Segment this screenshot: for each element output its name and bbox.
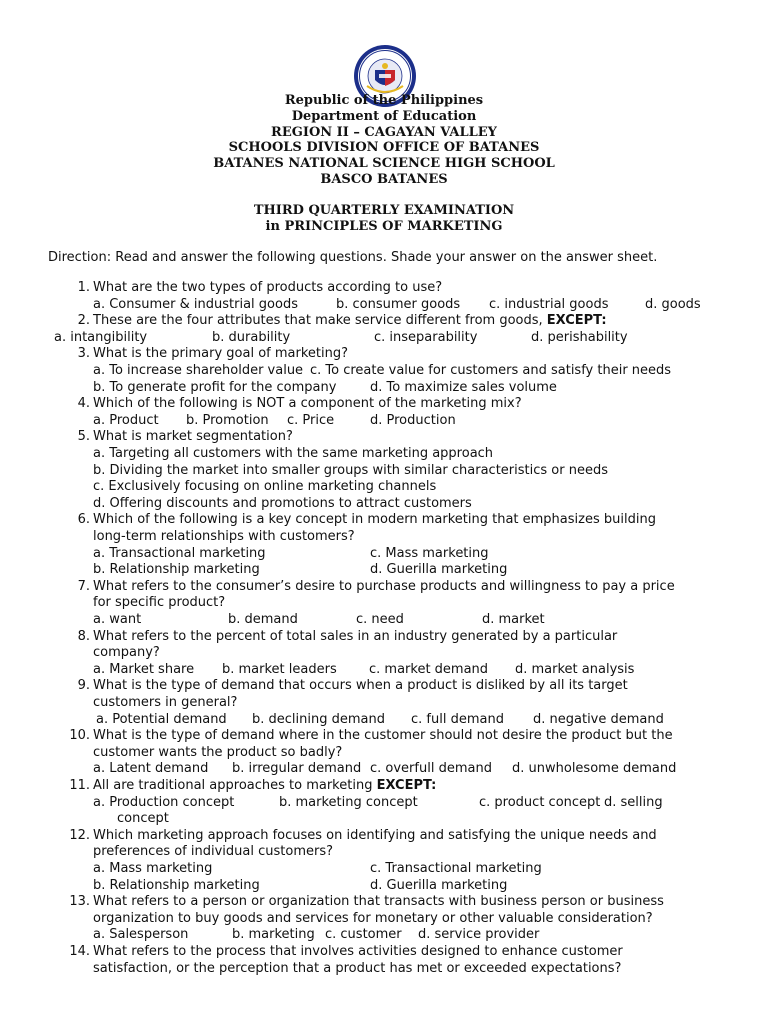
question-text: What is market segmentation? xyxy=(93,429,293,445)
question-text: These are the four attributes that make service different from goods, EXCEPT: xyxy=(93,313,607,329)
answer-option: a. intangibility xyxy=(54,329,148,345)
answer-option: a. Consumer & industrial goods xyxy=(93,296,298,312)
answer-option: b. Relationship marketing xyxy=(93,877,260,893)
answer-option: d. goods xyxy=(645,296,701,312)
header-republic: Republic of the Philippines xyxy=(284,93,484,108)
question-text: What refers to the percent of total sales in an industry generated by a particular xyxy=(93,628,618,644)
exam-subject: in PRINCIPLES OF MARKETING xyxy=(265,219,503,234)
answer-option: a. Market share xyxy=(93,661,195,677)
answer-option: concept xyxy=(117,811,169,827)
answer-option: b. consumer goods xyxy=(336,296,461,312)
answer-option: d. market analysis xyxy=(515,661,635,677)
question-number: 6. xyxy=(77,512,90,528)
header-division: SCHOOLS DIVISION OFFICE OF BATANES xyxy=(228,140,540,155)
question-text: satisfaction, or the perception that a product has met or exceeded expectations? xyxy=(93,960,622,976)
question-text: What refers to the process that involves activities designed to enhance customer xyxy=(93,944,623,959)
answer-option: c. inseparability xyxy=(374,329,478,345)
question-number: 10. xyxy=(69,728,90,744)
question-text: company? xyxy=(93,645,160,661)
answer-option: a. Product xyxy=(93,412,159,428)
direction-text: Direction: Read and answer the following questions. Shade your answer on the answer sheet. xyxy=(48,250,658,265)
answer-option: c. market demand xyxy=(369,661,489,677)
answer-option: b. Promotion xyxy=(186,412,269,428)
question-number: 2. xyxy=(77,313,90,329)
header-school: BATANES NATIONAL SCIENCE HIGH SCHOOL xyxy=(213,156,555,171)
exam-title: THIRD QUARTERLY EXAMINATION xyxy=(253,203,515,218)
header-location: BASCO BATANES xyxy=(320,172,448,187)
answer-option: c. customer xyxy=(325,927,402,943)
answer-option: d. service provider xyxy=(418,927,540,943)
answer-option: a. want xyxy=(93,612,142,627)
answer-option: b. Dividing the market into smaller groups with similar characteristics or needs xyxy=(93,462,608,478)
answer-option: b. To generate profit for the company xyxy=(93,379,337,395)
question-text: What are the two types of products according to use? xyxy=(93,280,443,295)
question-number: 12. xyxy=(69,827,90,843)
header-region: REGION II – CAGAYAN VALLEY xyxy=(271,125,497,140)
answer-option: b. Relationship marketing xyxy=(93,562,260,578)
answer-option: d. Offering discounts and promotions to attract customers xyxy=(93,495,472,511)
question-number: 5. xyxy=(77,429,90,445)
question-number: 4. xyxy=(77,396,90,412)
emphasis-except: EXCEPT: xyxy=(546,313,607,329)
question-text: preferences of individual customers? xyxy=(93,844,334,860)
question-number: 14. xyxy=(69,944,90,959)
question-number: 3. xyxy=(77,346,90,362)
question-number: 11. xyxy=(69,778,90,793)
answer-option: c. full demand xyxy=(411,711,504,727)
answer-option: c. Exclusively focusing on online marketing channels xyxy=(93,479,437,495)
question-text: Which of the following is a key concept in modern marketing that emphasizes building xyxy=(93,512,656,528)
question-text: What is the primary goal of marketing? xyxy=(93,346,348,362)
answer-option: a. To increase shareholder value xyxy=(93,363,304,378)
answer-option: d. Guerilla marketing xyxy=(370,877,508,893)
answer-option: b. marketing concept xyxy=(279,794,418,810)
question-text: What refers to the consumer’s desire to purchase products and willingness to pay a price xyxy=(93,578,675,594)
question-number: 8. xyxy=(77,628,90,644)
answer-option: d. market xyxy=(482,612,545,627)
answer-option: b. irregular demand xyxy=(232,761,362,777)
answer-option: c. Mass marketing xyxy=(370,545,489,561)
answer-option: b. market leaders xyxy=(222,661,337,677)
question-number: 1. xyxy=(77,280,90,295)
answer-option: b. durability xyxy=(212,329,291,345)
answer-option: a. Potential demand xyxy=(96,711,227,727)
answer-option: c. overfull demand xyxy=(370,761,492,777)
answer-option: a. Transactional marketing xyxy=(93,545,266,561)
answer-option: d. unwholesome demand xyxy=(512,761,677,777)
answer-option: a. Mass marketing xyxy=(93,861,213,876)
question-number: 9. xyxy=(77,678,90,694)
answer-option: c. To create value for customers and satisfy their needs xyxy=(310,363,672,378)
answer-option: b. demand xyxy=(228,612,298,627)
answer-option: d. negative demand xyxy=(533,711,664,727)
question-text: long-term relationships with customers? xyxy=(93,529,355,544)
question-text: What is the type of demand that occurs when a product is disliked by all its target xyxy=(93,678,628,694)
answer-option: a. Salesperson xyxy=(93,927,189,943)
question-text: Which of the following is NOT a component of the marketing mix? xyxy=(93,396,522,412)
answer-option: b. marketing xyxy=(232,927,315,943)
question-text: Which marketing approach focuses on identifying and satisfying the unique needs and xyxy=(93,827,657,843)
question-text: What is the type of demand where in the customer should not desire the product but the xyxy=(93,728,673,744)
answer-option: c. need xyxy=(356,612,404,627)
answer-option: d. Production xyxy=(370,412,456,428)
answer-option: d. selling xyxy=(604,794,663,810)
question-text: for specific product? xyxy=(93,595,226,611)
answer-option: a. Latent demand xyxy=(93,761,209,777)
question-text: What refers to a person or organization that transacts with business person or business xyxy=(93,894,664,910)
answer-option: c. product concept xyxy=(479,794,601,810)
question-number: 7. xyxy=(77,578,90,594)
question-text: All are traditional approaches to marketing EXCEPT: xyxy=(93,778,437,793)
answer-option: a. Targeting all customers with the same marketing approach xyxy=(93,446,494,461)
answer-option: d. perishability xyxy=(531,329,628,345)
emphasis-except: EXCEPT: xyxy=(376,778,437,793)
question-text: customers in general? xyxy=(93,695,238,710)
answer-option: c. Price xyxy=(287,412,335,428)
answer-option: c. Transactional marketing xyxy=(370,861,542,876)
answer-option: d. Guerilla marketing xyxy=(370,562,508,578)
answer-option: a. Production concept xyxy=(93,794,235,810)
header-department: Department of Education xyxy=(291,109,477,124)
question-text: customer wants the product so badly? xyxy=(93,744,343,760)
answer-option: d. To maximize sales volume xyxy=(370,379,557,395)
answer-option: c. industrial goods xyxy=(489,296,609,312)
question-number: 13. xyxy=(69,894,90,910)
question-text: organization to buy goods and services for monetary or other valuable consideration? xyxy=(93,910,653,926)
answer-option: b. declining demand xyxy=(252,711,385,727)
